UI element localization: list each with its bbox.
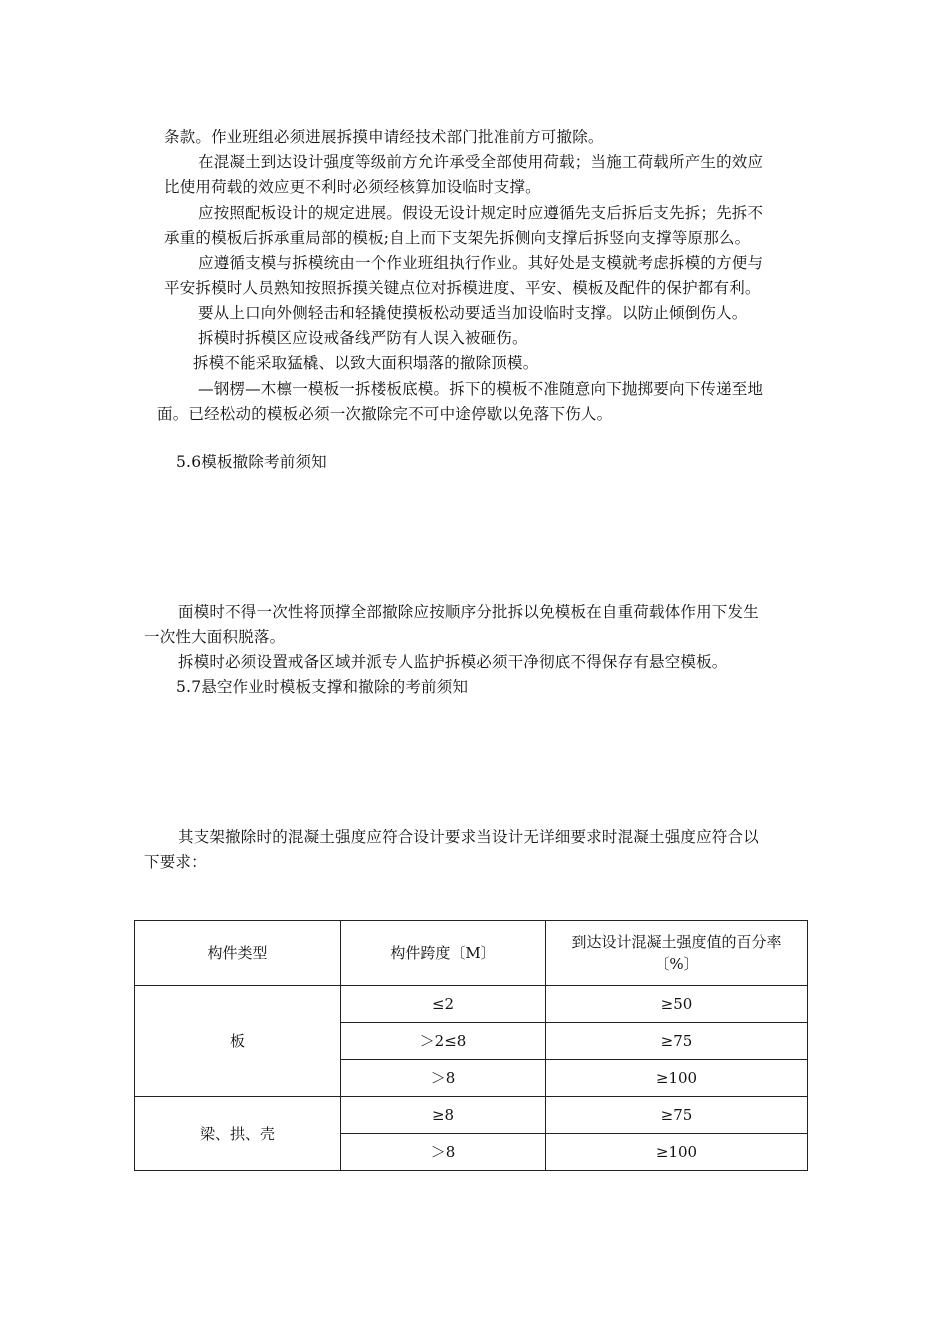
span-cell: ＞8 (341, 1060, 546, 1097)
percent-cell: ≥75 (546, 1097, 808, 1134)
paragraph-line: 比使用荷载的效应更不利时必须经核算加设临时支撑。 (164, 178, 541, 196)
paragraph-line: 其支架撤除时的混凝土强度应符合设计要求当设计无详细要求时混凝土强度应符合以 (178, 828, 759, 846)
paragraph-line: 拆模时必须设置戒备区域并派专人监护拆模必须干净彻底不得保存有悬空模板。 (178, 653, 728, 671)
paragraph-line: 拆模不能采取猛橇、以致大面积塌落的撤除顶模。 (193, 354, 539, 372)
span-cell: ＞2≤8 (341, 1023, 546, 1060)
header-cell: 构件类型 (135, 921, 341, 986)
paragraph-line: 面。已经松动的模板必须一次撤除完不可中途停歇以免落下伤人。 (157, 405, 613, 423)
paragraph-line: 在混凝土到达设计强度等级前方允许承受全部使用荷载；当施工荷载所产生的效应 (198, 153, 764, 171)
percent-cell: ≥50 (546, 986, 808, 1023)
section-heading: 5.7悬空作业时模板支撑和撤除的考前须知 (176, 678, 469, 696)
table-header-row (135, 921, 808, 986)
paragraph-line: 应遵循支模与拆模统由一个作业班组执行作业。其好处是支模就考虑拆模的方便与 (198, 254, 764, 272)
header-cell (546, 921, 808, 986)
paragraph-line: 应按照配板设计的规定进展。假设无设计规定时应遵循先支后拆后支先拆；先拆不 (198, 204, 764, 222)
table-row (135, 986, 808, 1023)
span-cell: ≤2 (341, 986, 546, 1023)
span-cell: ＞8 (341, 1134, 546, 1171)
section-heading: 5.6模板撤除考前须知 (176, 453, 327, 471)
paragraph-line: 拆模时拆模区应设戒备线严防有人误入被砸伤。 (198, 329, 528, 347)
paragraph-line: 承重的模板后拆承重局部的模板;自上而下支架先拆侧向支撑后拆竖向支撑等原那么。 (164, 229, 751, 247)
percent-cell: ≥100 (546, 1060, 808, 1097)
strength-table (134, 920, 808, 1171)
table-row (135, 1097, 808, 1134)
paragraph-line: 一次性大面积脱落。 (144, 628, 286, 646)
paragraph-line: 条款。作业班组必须进展拆摸申请经技术部门批准前方可撤除。 (164, 128, 604, 146)
header-cell-line: 〔%〕 (654, 955, 699, 973)
header-cell-line: 到达设计混凝土强度值的百分率 (571, 933, 782, 951)
span-cell: ≥8 (341, 1097, 546, 1134)
paragraph-line: 要从上口向外侧轻击和轻撬使摸板松动要适当加设临时支撑。以防止倾倒伤人。 (198, 304, 748, 322)
paragraph-line: —钢楞—木檩一模板一拆楼板底模。拆下的模板不准随意向下抛掷要向下传递至地 (198, 380, 764, 398)
header-cell: 构件跨度〔M〕 (341, 921, 546, 986)
type-cell: 梁、拱、壳 (135, 1097, 341, 1171)
paragraph-line: 平安拆模时人员熟知按照拆摸关键点位对拆模进度、平安、模板及配件的保护都有利。 (164, 279, 761, 297)
percent-cell: ≥75 (546, 1023, 808, 1060)
paragraph-line: 面模时不得一次性将顶撑全部撤除应按顺序分批拆以免模板在自重荷载体作用下发生 (178, 603, 759, 621)
paragraph-line: 下要求： (144, 853, 207, 871)
type-cell: 板 (135, 986, 341, 1097)
percent-cell: ≥100 (546, 1134, 808, 1171)
